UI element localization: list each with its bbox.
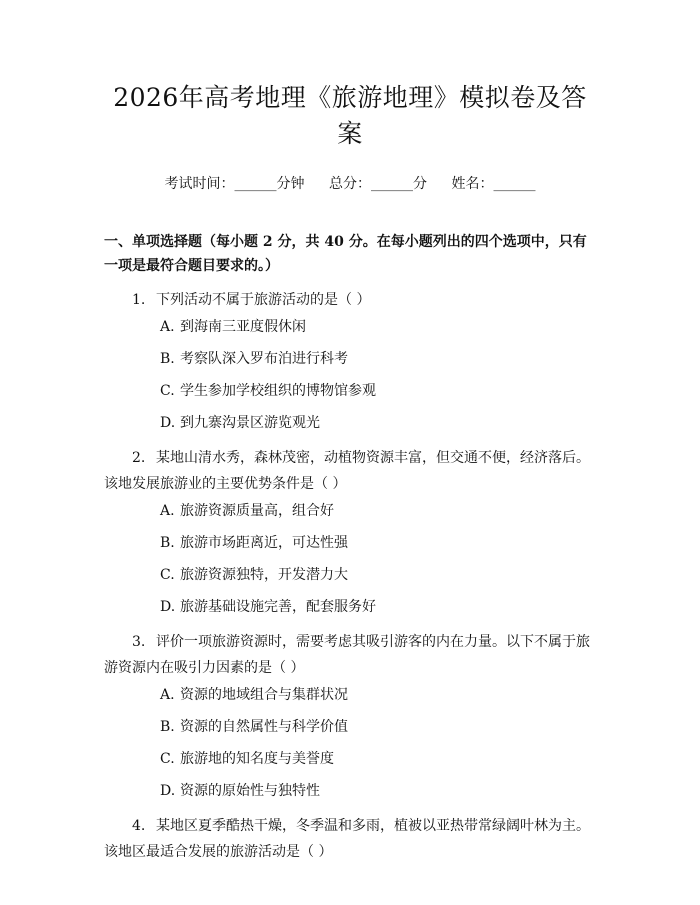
question-number: 2. bbox=[132, 450, 146, 466]
option-text: 资源的地域组合与集群状况 bbox=[180, 687, 348, 703]
option-item bbox=[104, 597, 596, 617]
option-text: 到九寨沟景区游览观光 bbox=[180, 415, 320, 431]
option-letter: B. bbox=[160, 535, 175, 551]
option-letter: D. bbox=[160, 783, 176, 799]
option-letter: D. bbox=[160, 599, 176, 615]
question-3 bbox=[104, 629, 596, 681]
question-4 bbox=[104, 813, 596, 865]
page-title: 2026年高考地理《旅游地理》模拟卷及答案 bbox=[113, 83, 587, 148]
question-3-options bbox=[104, 685, 596, 801]
option-text: 旅游基础设施完善，配套服务好 bbox=[180, 599, 376, 615]
question-stem: 某地区夏季酷热干燥，冬季温和多雨，植被以亚热带常绿阔叶林为主。该地区最适合发展的旅游活动是（ ） bbox=[104, 818, 590, 860]
option-item bbox=[104, 565, 596, 585]
question-stem: 评价一项旅游资源时，需要考虑其吸引游客的内在力量。以下不属于旅游资源内在吸引力因素的是（ ） bbox=[104, 634, 590, 676]
question-1 bbox=[104, 287, 596, 313]
option-item bbox=[104, 717, 596, 737]
question-number: 1. bbox=[132, 292, 146, 308]
option-letter: C. bbox=[160, 567, 175, 583]
question-number: 3. bbox=[132, 634, 146, 650]
student-name-field: 姓名：______ bbox=[451, 176, 536, 192]
option-text: 学生参加学校组织的博物馆参观 bbox=[180, 383, 376, 399]
option-item bbox=[104, 685, 596, 705]
total-score-field: 总分：______分 bbox=[329, 176, 427, 192]
option-text: 资源的自然属性与科学价值 bbox=[180, 719, 348, 735]
option-letter: B. bbox=[160, 351, 175, 367]
question-1-options bbox=[104, 317, 596, 433]
option-item bbox=[104, 533, 596, 553]
option-item bbox=[104, 413, 596, 433]
option-item bbox=[104, 781, 596, 801]
option-letter: C. bbox=[160, 383, 175, 399]
section-heading: 一、单项选择题（每小题 2 分，共 40 分。在每小题列出的四个选项中，只有一项是最符合题目要求的。） bbox=[104, 234, 587, 274]
option-text: 资源的原始性与独特性 bbox=[180, 783, 320, 799]
option-item bbox=[104, 381, 596, 401]
option-text: 旅游市场距离近，可达性强 bbox=[180, 535, 348, 551]
option-letter: A. bbox=[160, 319, 175, 335]
question-2-options bbox=[104, 501, 596, 617]
option-text: 旅游资源质量高，组合好 bbox=[180, 503, 334, 519]
option-letter: A. bbox=[160, 687, 175, 703]
option-item bbox=[104, 317, 596, 337]
option-item bbox=[104, 349, 596, 369]
question-stem: 某地山清水秀，森林茂密，动植物资源丰富，但交通不便，经济落后。该地发展旅游业的主要优势条件是（ ） bbox=[104, 450, 590, 492]
option-item bbox=[104, 501, 596, 521]
option-letter: C. bbox=[160, 751, 175, 767]
option-text: 旅游地的知名度与美誉度 bbox=[180, 751, 334, 767]
question-stem: 下列活动不属于旅游活动的是（ ） bbox=[156, 292, 371, 308]
option-letter: A. bbox=[160, 503, 175, 519]
option-text: 到海南三亚度假休闲 bbox=[180, 319, 306, 335]
question-2 bbox=[104, 445, 596, 497]
option-text: 旅游资源独特，开发潜力大 bbox=[180, 567, 348, 583]
option-item bbox=[104, 749, 596, 769]
option-letter: D. bbox=[160, 415, 176, 431]
option-letter: B. bbox=[160, 719, 175, 735]
question-number: 4. bbox=[132, 818, 146, 834]
option-text: 考察队深入罗布泊进行科考 bbox=[180, 351, 348, 367]
exam-time-field: 考试时间：______分钟 bbox=[164, 176, 305, 192]
exam-info-line bbox=[104, 174, 596, 194]
